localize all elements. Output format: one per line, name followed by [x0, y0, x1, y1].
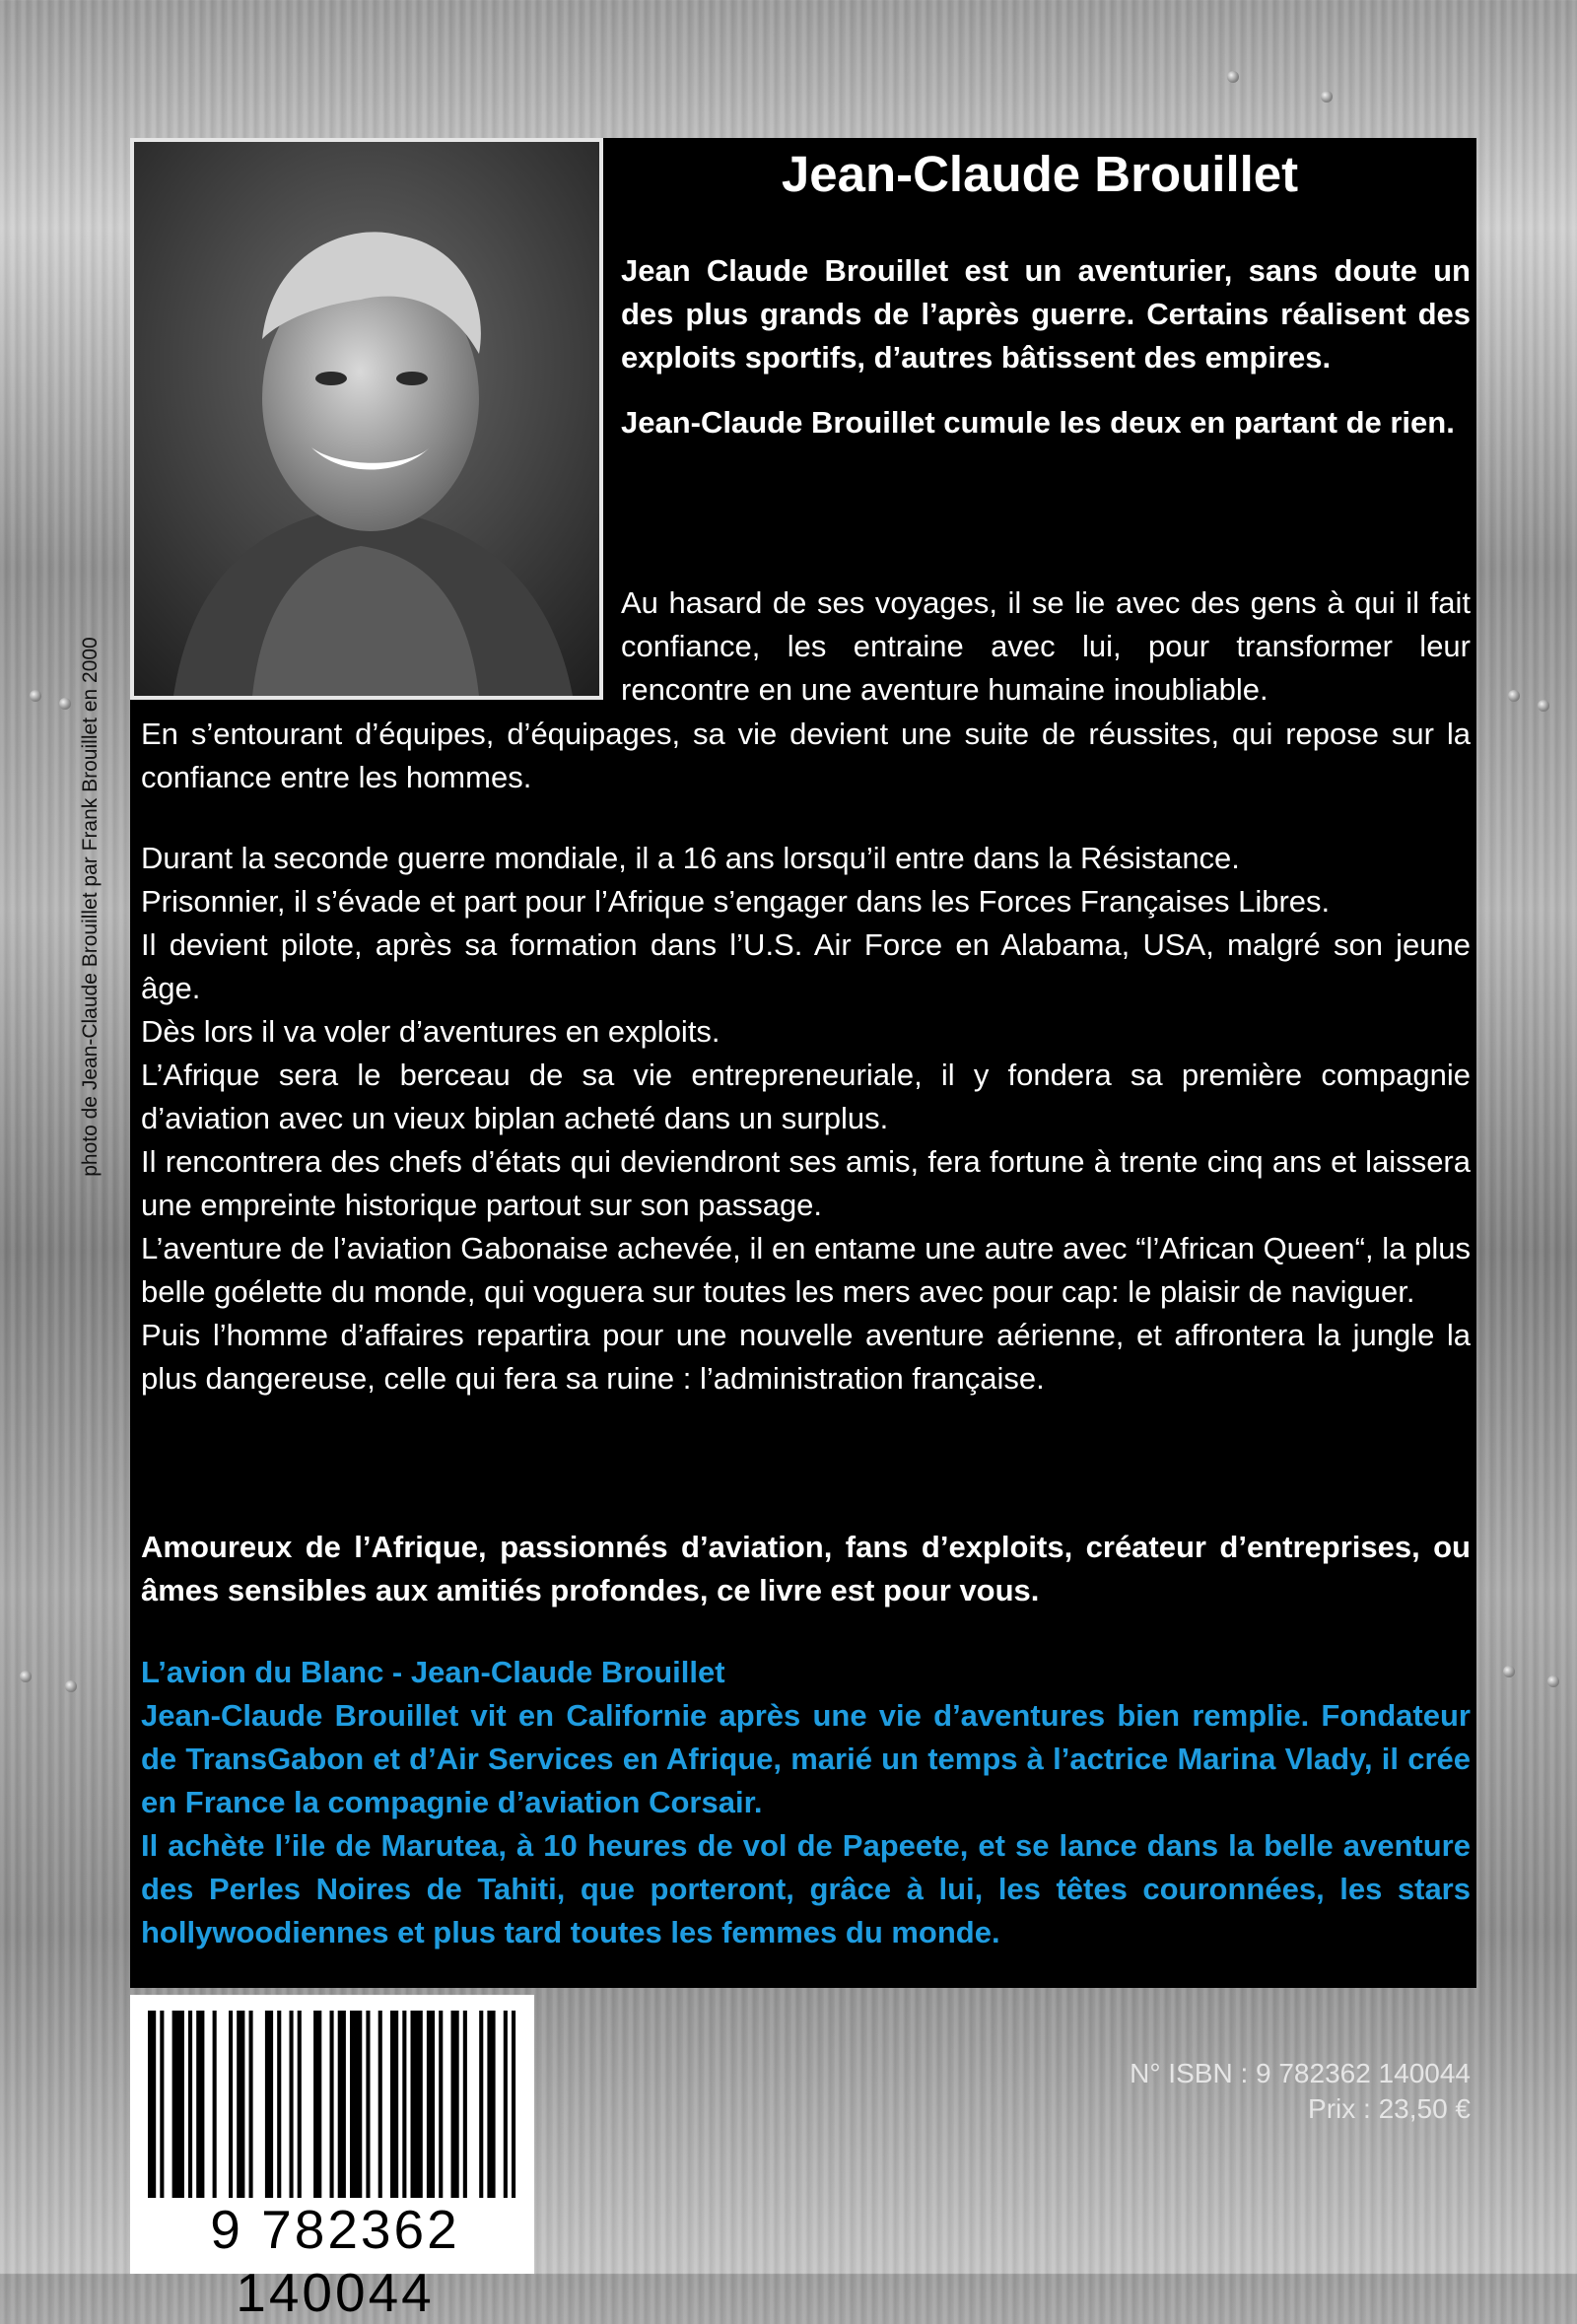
- rivet: [20, 1671, 32, 1682]
- barcode-bar: [479, 2011, 483, 2198]
- barcode-bar: [504, 2011, 508, 2198]
- rivet: [1538, 700, 1549, 712]
- barcode-bar: [350, 2011, 362, 2198]
- story-line: Durant la seconde guerre mondiale, il a 16 ans lorsqu’il entre dans la Résistance.: [141, 841, 1240, 875]
- story-line: Prisonnier, il s’évade et part pour l’Afrique s’engager dans les Forces Françaises Libres.: [141, 884, 1331, 919]
- barcode-bar: [196, 2011, 204, 2198]
- intro-paragraph: Jean-Claude Brouillet cumule les deux en partant de rien.: [621, 405, 1455, 440]
- story-line: Il rencontrera des chefs d’états qui deviendront ses amis, fera fortune à trente cinq ans et laissera une empreinte historique partout sur son passage.: [141, 1144, 1471, 1222]
- team-paragraph: En s’entourant d’équipes, d’équipages, sa vie devient une suite de réussites, qui repose sur la confiance entre les hommes.: [141, 717, 1471, 794]
- barcode-bar: [378, 2011, 382, 2198]
- story-line: Il devient pilote, après sa formation dans l’U.S. Air Force en Alabama, USA, malgré son jeune âge.: [141, 927, 1471, 1005]
- isbn-number: N° ISBN : 9 782362 140044: [1130, 2058, 1471, 2088]
- barcode-bar: [390, 2011, 398, 2198]
- rivet: [1321, 91, 1333, 103]
- author-photo: [130, 138, 603, 700]
- barcode-bar: [313, 2011, 321, 2198]
- story-line: Puis l’homme d’affaires repartira pour une nouvelle aventure aérienne, et affrontera la jungle la plus dangereuse, celle qui fera sa ruine : l’administration française.: [141, 1318, 1471, 1396]
- barcode-bar: [229, 2011, 233, 2198]
- barcode-bar: [427, 2011, 435, 2198]
- story-line: L’Afrique sera le berceau de sa vie entrepreneuriale, il y fondera sa première compagnie d’aviation avec un vieux biplan acheté dans un surplus.: [141, 1058, 1471, 1135]
- barcode-bar: [366, 2011, 370, 2198]
- barcode-bar: [439, 2011, 443, 2198]
- barcode: [130, 1995, 534, 2323]
- book-title: L’avion du Blanc - Jean-Claude Brouillet: [141, 1655, 725, 1689]
- intro-block: [621, 249, 1471, 444]
- rivet: [65, 1680, 77, 1692]
- barcode-bar: [277, 2011, 281, 2198]
- story-block: [141, 837, 1471, 1401]
- barcode-bar: [148, 2011, 156, 2198]
- barcode-number: 9 782362 140044: [210, 2199, 460, 2323]
- rivet: [59, 698, 71, 710]
- barcode-bar: [160, 2011, 164, 2198]
- barcode-bar: [237, 2011, 244, 2198]
- barcode-bar: [487, 2011, 495, 2198]
- price: Prix : 23,50 €: [1308, 2093, 1471, 2124]
- rivet: [1508, 690, 1520, 702]
- intro-paragraph: Jean Claude Brouillet est un aventurier, sans doute un des plus grands de l’après guerre. Certains réalisent des exploits sportifs, d’autres bâtissent des empires.: [621, 253, 1471, 375]
- story-line: L’aventure de l’aviation Gabonaise achevée, il en entame une autre avec “l’African Queen“, la plus belle goélette du monde, qui voguera sur toutes les mers avec pour cap: le plaisir de naviguer.: [141, 1231, 1471, 1309]
- barcode-bar: [330, 2011, 334, 2198]
- barcode-bar: [298, 2011, 302, 2198]
- rivet: [30, 690, 41, 702]
- barcode-bar: [188, 2011, 192, 2198]
- barcode-bar: [463, 2011, 467, 2198]
- voyage-paragraph: Au hasard de ses voyages, il se lie avec des gens à qui il fait confiance, les entraine avec lui, pour transformer leur rencontre en une aventure humaine inoubliable.: [621, 585, 1471, 707]
- page-title: Jean-Claude Brouillet: [781, 146, 1299, 202]
- book-summary: [141, 1651, 1471, 1954]
- rivet: [1503, 1666, 1515, 1677]
- barcode-bar: [338, 2011, 346, 2198]
- barcode-bar: [265, 2011, 273, 2198]
- barcode-bar: [290, 2011, 294, 2198]
- barcode-bars: [138, 2011, 526, 2198]
- rivet: [1547, 1675, 1559, 1687]
- barcode-bar: [213, 2011, 217, 2198]
- barcode-bar: [512, 2011, 515, 2198]
- rivet: [1227, 71, 1239, 83]
- barcode-bar: [411, 2011, 423, 2198]
- summary-paragraph: Il achète l’ile de Marutea, à 10 heures de vol de Papeete, et se lance dans la belle aventure des Perles Noires de Tahiti, que porteront, grâce à lui, les têtes couronnées, les stars hollywoodiennes et plus tard toutes les femmes du monde.: [141, 1828, 1471, 1949]
- photo-credit: photo de Jean-Claude Brouillet par Frank Brouillet en 2000: [79, 637, 102, 1177]
- barcode-bar: [172, 2011, 184, 2198]
- story-line: Dès lors il va voler d’aventures en exploits.: [141, 1014, 720, 1049]
- barcode-bar: [249, 2011, 253, 2198]
- barcode-bar: [451, 2011, 459, 2198]
- barcode-bar: [402, 2011, 406, 2198]
- audience-paragraph: Amoureux de l’Afrique, passionnés d’aviation, fans d’exploits, créateur d’entreprises, ou âmes sensibles aux amitiés profondes, ce livre est pour vous.: [141, 1530, 1471, 1607]
- summary-paragraph: Jean-Claude Brouillet vit en Californie après une vie d’aventures bien remplie. Fondateur de TransGabon et d’Air Services en Afrique, marié un temps à l’actrice Marina Vlady, il crée en France la compagnie d’aviation Corsair.: [141, 1698, 1471, 1819]
